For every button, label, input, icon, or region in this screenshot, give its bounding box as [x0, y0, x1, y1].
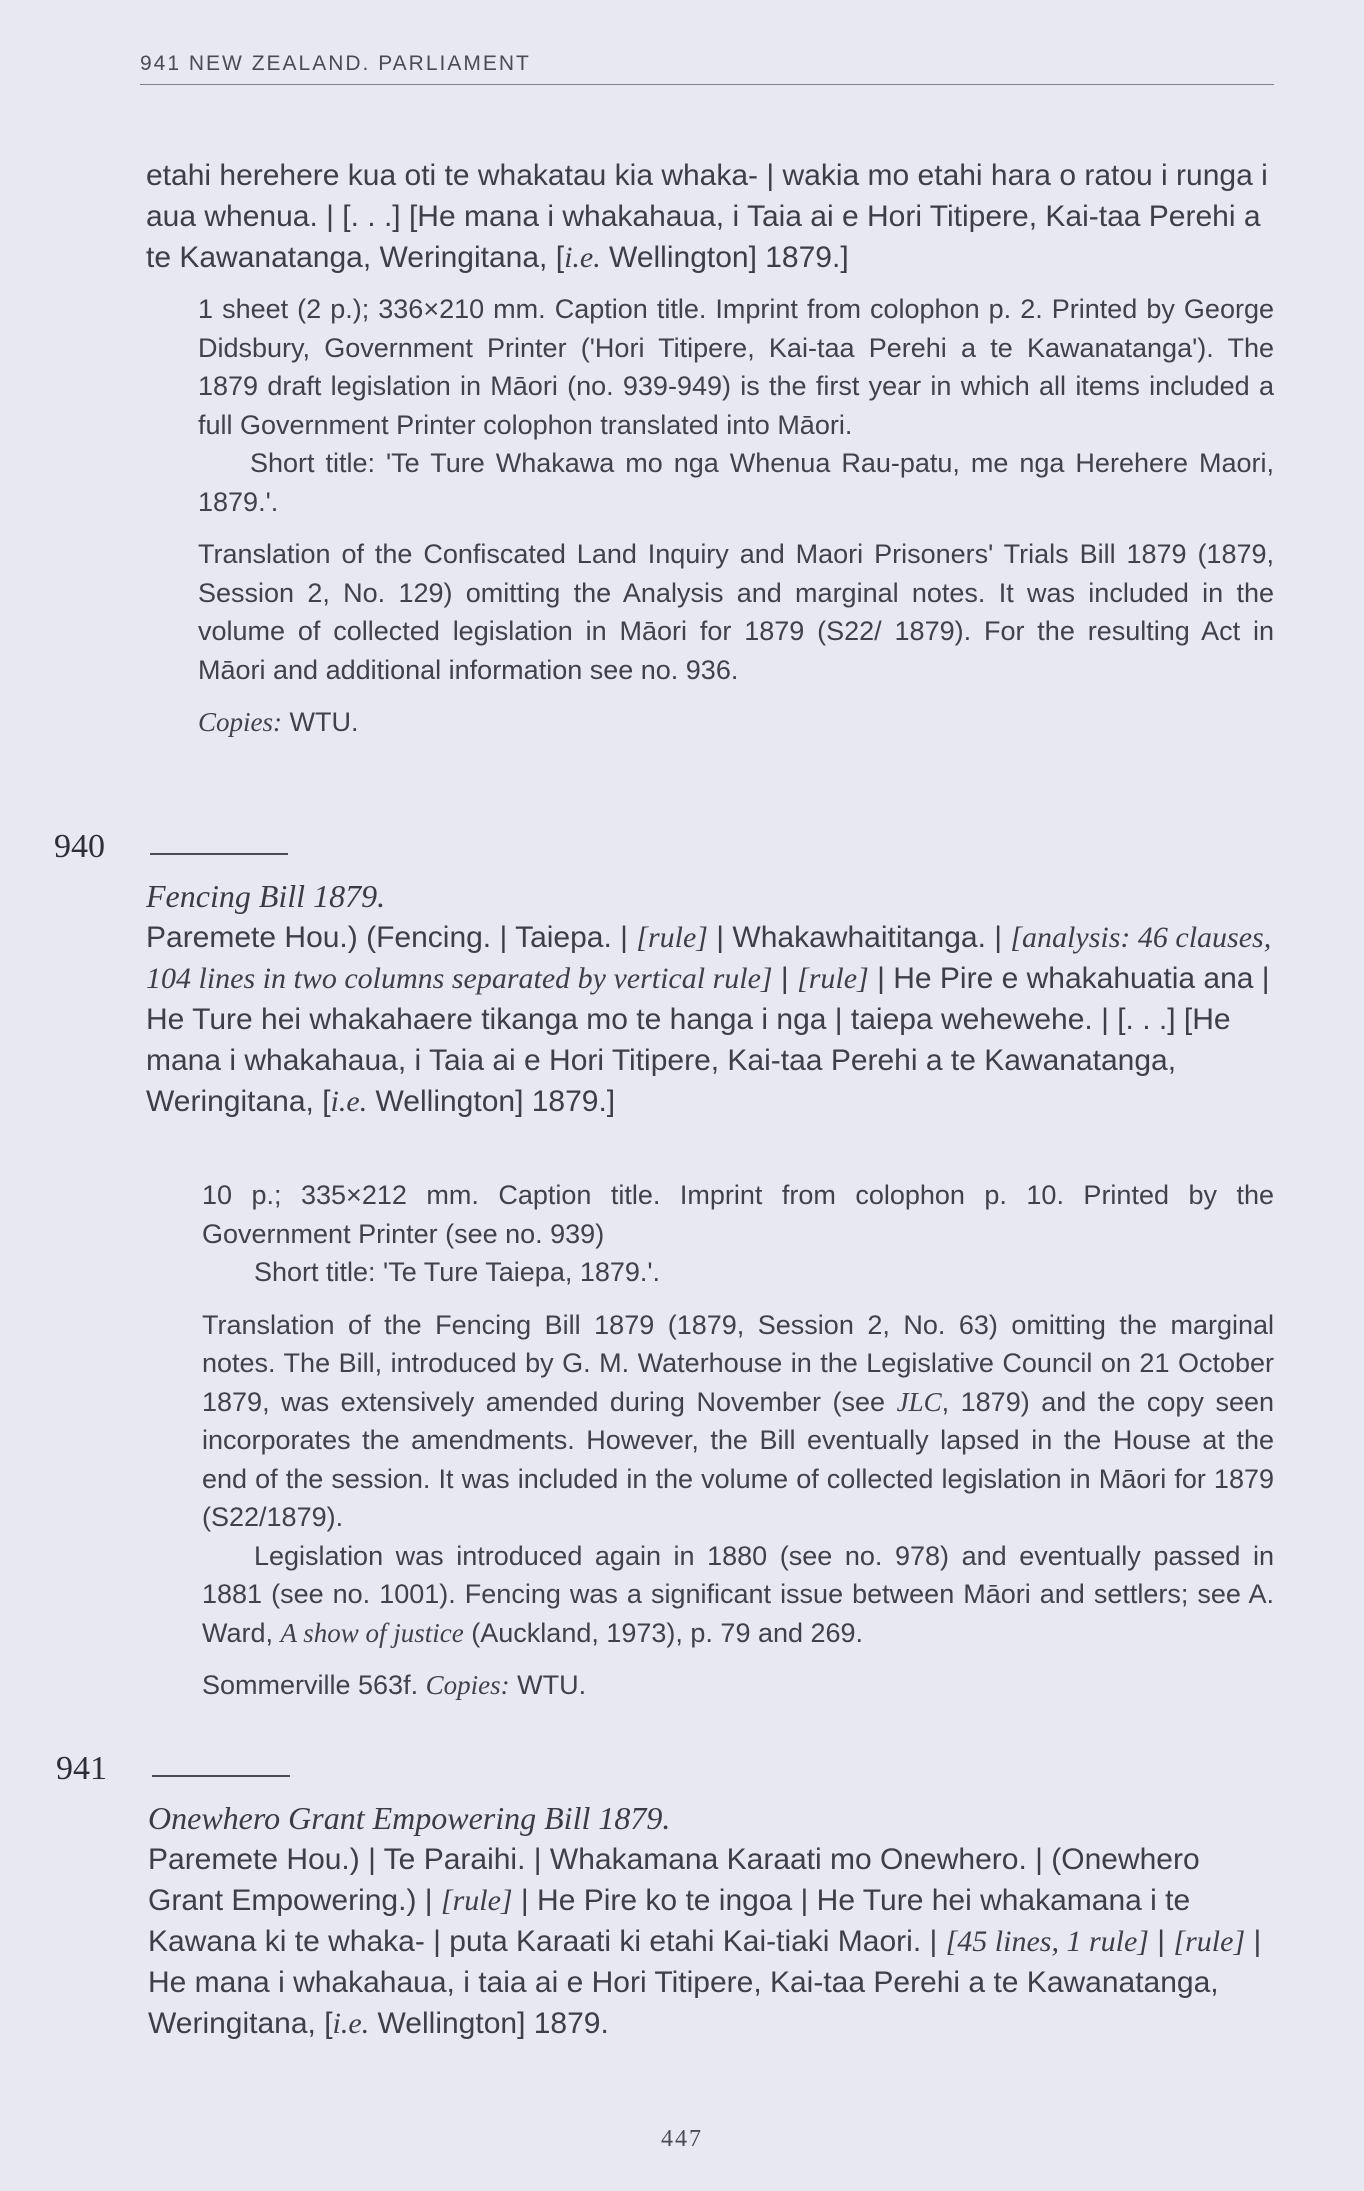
seg: , 1879) and the copy seen incorporates the amendments. However, the Bill eventually lapsed in the House at the end of the session. It was included in the volume of collected legislation in Māori for 1879 (S22/1879). — [202, 1386, 1274, 1532]
seg: | He Pire ko te ingoa | He Ture hei whakamana i te Kawana ki te whaka- | puta Karaati ki etahi Kai-tiaki Maori. | — [148, 1884, 1191, 1958]
seg: Paremete Hou.) (Fencing. | Taiepa. | — [146, 921, 637, 954]
rule-note: [rule] — [636, 921, 708, 954]
ie-abbrev: i.e. — [564, 241, 601, 274]
entry-939-copies — [198, 703, 1274, 742]
entry-940-short-title: Short title: 'Te Ture Taiepa, 1879.'. — [254, 1257, 661, 1287]
transcription-text: etahi herehere kua oti te whakatau kia whaka- | wakia mo etahi hara o ratou i runga i aua whenua. | [. . .] [He mana i whakahaua, i Taia ai e Hori Titipere, Kai-taa Perehi a te Kawanatanga, Weringitana, [ — [146, 159, 1268, 274]
jlc-ref: JLC — [896, 1386, 942, 1417]
entry-940-body — [146, 876, 1274, 1122]
seg: (Auckland, 1973), p. 79 and 269. — [463, 1617, 864, 1648]
entry-939-short-title: Short title: 'Te Ture Whakawa mo nga Whenua Rau-patu, me nga Herehere Maori, 1879.'. — [198, 448, 1274, 517]
page-number: 447 — [661, 2126, 703, 2152]
copies-label: Copies: — [425, 1670, 510, 1700]
ie-abbrev: i.e. — [332, 2007, 370, 2040]
rule-note: [rule] — [1173, 1925, 1246, 1958]
entry-939-translation-note: Translation of the Confiscated Land Inquiry and Maori Prisoners' Trials Bill 1879 (1879, Session 2, No. 129) omitting the Analysis and marginal notes. It was included in the volume of collected legislation in Māori for 1879 (S22/ 1879). For the resulting Act in Māori and additional information see no. 936. — [198, 539, 1274, 685]
entry-940-title: Fencing Bill 1879. — [146, 878, 386, 914]
entry-941-number: 941 — [56, 1750, 107, 1787]
running-head: 941 NEW ZEALAND. PARLIAMENT — [140, 52, 1274, 85]
entry-939-continuation — [146, 155, 1274, 278]
seg: | He mana i whakahaua, i taia ai e Hori Titipere, Kai-taa Perehi a te Kawanatanga, Weringitana, [ — [148, 1925, 1262, 2040]
entry-940-translation-note — [202, 1306, 1274, 1537]
entry-940-author-rule — [150, 853, 288, 855]
entry-940-copies — [202, 1666, 1274, 1705]
seg: Translation of the Fencing Bill 1879 (1879, Session 2, No. 63) omitting the marginal notes. The Bill, introduced by G. M. Waterhouse in the Legislative Council on 21 October 1879, was extensively amended during November (see — [202, 1309, 1274, 1417]
analysis-note: [analysis: 46 clauses, 104 lines in two columns separated by vertical rule] — [146, 921, 1272, 995]
seg: | He Pire e whakahuatia ana | He Ture hei whakahaere tikanga mo te hanga i nga | taiepa wehewehe. | [. . .] [He mana i whakahaua, i Taia ai e Hori Titipere, Kai-taa Perehi a te Kawanatanga, Weringitana, [ — [146, 962, 1270, 1118]
entry-941-author-rule — [152, 1775, 290, 1777]
copies-value: WTU. — [282, 707, 359, 737]
seg: | Whakawhaititanga. | — [707, 921, 1011, 954]
entry-941-transcription — [148, 1839, 1274, 2044]
entry-939-transcription — [146, 155, 1274, 278]
entry-940-notes — [202, 1176, 1274, 1705]
rule-note: [rule] — [797, 962, 869, 995]
entry-941-title: Onewhero Grant Empowering Bill 1879. — [148, 1800, 671, 1836]
rule-note: [rule] — [440, 1884, 513, 1917]
lines-note: [45 lines, 1 rule] — [945, 1925, 1149, 1958]
entry-940-transcription — [146, 917, 1274, 1122]
entry-940-legislation-note — [202, 1537, 1274, 1653]
seg: Legislation was introduced again in 1880 (see no. 978) and eventually passed in 1881 (see no. 1001). Fencing was a significant issue between Māori and settlers; see A. Ward, — [202, 1540, 1274, 1648]
entry-939-physical-description: 1 sheet (2 p.); 336×210 mm. Caption title. Imprint from colophon p. 2. Printed by George Didsbury, Government Printer ('Hori Titipere, Kai-taa Perehi a te Kawanatanga'). The 1879 draft legislation in Māori (no. 939-949) is the first year in which all items included a full Government Printer colophon translated into Māori. — [198, 294, 1274, 440]
entry-939-notes — [198, 290, 1274, 742]
entry-941-body — [148, 1798, 1274, 2044]
seg: Paremete Hou.) | Te Paraihi. | Whakamana Karaati mo Onewhero. | (Onewhero Grant Empowering.) | — [148, 1843, 1200, 1917]
seg: | — [772, 962, 798, 995]
copies-label: Copies: — [198, 707, 282, 737]
ie-abbrev: i.e. — [330, 1085, 368, 1118]
entry-940-physical-description: 10 p.; 335×212 mm. Caption title. Imprint from colophon p. 10. Printed by the Government Printer (see no. 939) — [202, 1180, 1274, 1249]
entry-940-number: 940 — [54, 828, 105, 865]
sommerville-ref: Sommerville 563f. — [202, 1670, 426, 1700]
seg: | — [1148, 1925, 1174, 1958]
seg: Wellington] 1879. — [369, 2007, 609, 2040]
book-title: A show of justice — [280, 1617, 464, 1648]
transcription-text-end: Wellington] 1879.] — [600, 241, 849, 274]
copies-value: WTU. — [509, 1670, 587, 1700]
seg: Wellington] 1879.] — [367, 1085, 616, 1118]
